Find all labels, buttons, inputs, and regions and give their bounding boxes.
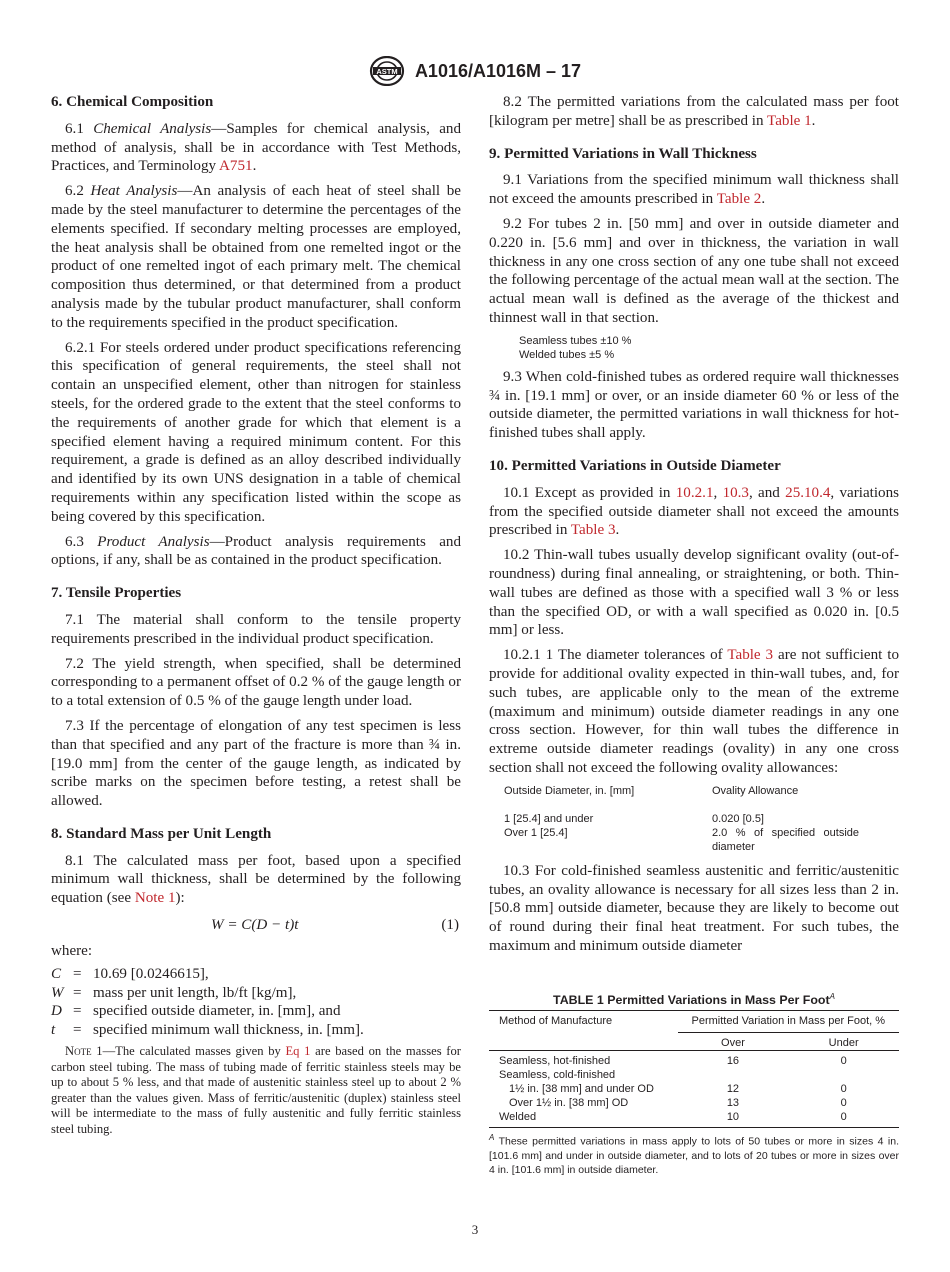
ovality-row: Over 1 [25.4] 2.0 % of specified outside diameter bbox=[504, 826, 859, 853]
seamless-tolerance: Seamless tubes ±10 % bbox=[519, 334, 632, 347]
para-6-3: 6.3 Product Analysis—Product analysis requirements and options, if any, shall be as contained in the product specification. bbox=[51, 533, 461, 569]
svg-text:ASTM: ASTM bbox=[376, 66, 398, 76]
left-column bbox=[51, 93, 461, 1138]
link-eq-1[interactable]: Eq 1 bbox=[285, 1044, 311, 1059]
astm-logo-icon bbox=[369, 56, 405, 86]
welded-tolerance: Welded tubes ±5 % bbox=[519, 348, 615, 361]
document-title: A1016/A1016M – 17 bbox=[414, 60, 582, 81]
link-10-2-1[interactable]: 10.2.1 bbox=[675, 484, 714, 501]
variable-definitions bbox=[51, 965, 461, 1040]
table-row: Welded 10 0 bbox=[489, 1110, 899, 1128]
para-6-2-1: 6.2.1 For steels ordered under product specifications referencing this specification of general requirements, the steel shall not contain an unspecified element, other than nitrogen for stainless steels, for the ordered grade to the extent that the steel conforms to the requirements of another grade for which that element is a specified element having a required minimum content. For this requirement, a grade is defined as an alloy described individually and identified by its own UNS designation in a table of chemical requirements within any specification listed within the scope as being covered by this specification. bbox=[51, 339, 461, 525]
link-note-1[interactable]: Note 1 bbox=[134, 890, 176, 907]
col-variation-header: Permitted Variation in Mass per Foot, % bbox=[691, 1015, 886, 1028]
page-number: 3 bbox=[471, 1222, 479, 1237]
para-6-1: 6.1 Chemical Analysis—Samples for chemical analysis, and method of analysis, shall be in accordance with Test Methods, Practices, and Terminology A751. bbox=[51, 120, 462, 175]
section-9-heading: 9. Permitted Variations in Wall Thickness bbox=[489, 145, 757, 162]
link-25-10-4[interactable]: 25.10.4 bbox=[785, 484, 831, 501]
definition-row: C = 10.69 [0.0246615], bbox=[51, 965, 209, 982]
equation-1 bbox=[51, 914, 461, 936]
link-10-3[interactable]: 10.3 bbox=[722, 484, 749, 501]
para-9-1: 9.1 Variations from the specified minimum wall thickness shall not exceed the amounts prescribed in Table 2. bbox=[489, 172, 899, 208]
para-10-2-1: 10.2.1 1 The diameter tolerances of Table 3 are not sufficient to provide for additional ovality expected in thin-wall tubes, and, for such tubes, are applicable only to the mean of the extreme (maximum and minimum) outside diameter readings in any one cross section. However, for thin wall tubes the difference in extreme outside diameter readings (ovality) in any one cross section shall not exceed the following ovality allowances: bbox=[489, 647, 899, 776]
para-10-1: 10.1 Except as provided in 10.2.1, 10.3, and 25.10.4, variations from the specified outside diameter shall not exceed the amounts prescribed in Table 3. bbox=[489, 484, 900, 539]
section-8-heading: 8. Standard Mass per Unit Length bbox=[51, 825, 272, 842]
section-6-heading: 6. Chemical Composition bbox=[51, 94, 214, 110]
wall-tolerance-list bbox=[519, 334, 899, 362]
table-row: Over 1½ in. [38 mm] OD 13 0 bbox=[509, 1097, 847, 1110]
table-1 bbox=[489, 992, 899, 1177]
definition-row: W = mass per unit length, lb/ft [kg/m], bbox=[51, 984, 297, 1001]
link-a751[interactable]: A751 bbox=[219, 158, 253, 175]
para-10-3: 10.3 For cold-finished seamless austenitic and ferritic/austenitic tubes, an ovality allowance is necessary for all sizes less than 2 in. [50.8 mm] outside diameter, because they are likely to become out of round during their final heat treatment. For such tubes, the maximum and minimum outside diameter bbox=[489, 862, 899, 954]
para-9-2: 9.2 For tubes 2 in. [50 mm] and over in outside diameter and 0.220 in. [5.6 mm] and over in thickness, the variation in wall thickness in any one cross section of any one tube shall not exceed the following percentage of the actual mean wall at the section. The actual mean wall is defined as the average of the thickest and thinnest wall in that section. bbox=[489, 215, 899, 326]
definition-row: D = specified outside diameter, in. [mm], and bbox=[51, 1003, 341, 1020]
table-row: 1½ in. [38 mm] and under OD 12 0 bbox=[509, 1083, 847, 1096]
equation-expression: W = C(D − t)t bbox=[211, 917, 299, 934]
para-7-3: 7.3 If the percentage of elongation of any test specimen is less than that specified and any part of the fracture is more than ¾ in. [19.0 mm] from the center of the gauge length, as indicated by scribe marks on the specimen before testing, a retest shall be allowed. bbox=[51, 717, 461, 810]
col-method-header: Method of Manufacture bbox=[499, 1015, 613, 1028]
table-1-grid bbox=[489, 1010, 899, 1128]
note-1: Note 1—The calculated masses given by Eq 1 are based on the masses for carbon steel tubing. The mass of tubing made of ferritic stainless steels may be up to about 5 % less, and that made of austenitic stainless steel up to about 2 % greater than the values given. Mass of ferritic/austenitic (duplex) stainless steel will be intermediate to the mass of fully austenitic and fully ferritic stainless steel tubing. bbox=[51, 1044, 461, 1137]
link-table-3[interactable]: Table 3 bbox=[727, 647, 774, 664]
table-1-caption: TABLE 1 Permitted Variations in Mass Per Foot$^A$ bbox=[553, 992, 835, 1008]
para-8-2: 8.2 The permitted variations from the calculated mass per foot [kilogram per metre] shall be as prescribed in Table 1. bbox=[489, 94, 899, 129]
link-table-1[interactable]: Table 1 bbox=[767, 112, 812, 129]
para-8-1: 8.1 The calculated mass per foot, based upon a specified minimum wall thickness, shall be determined by the following equation (see Note 1): bbox=[51, 852, 461, 907]
link-table-3[interactable]: Table 3 bbox=[570, 522, 616, 539]
section-10-heading: 10. Permitted Variations in Outside Diameter bbox=[489, 457, 781, 474]
para-10-2: 10.2 Thin-wall tubes usually develop significant ovality (out-of-roundness) during final annealing, or straightening, or both. Thin-wall tubes are defined as those with a specified wall 3 % or less than the specified OD, or with a wall specified as 0.020 in. [0.5 mm] or less. bbox=[489, 547, 899, 639]
col-over-header: Over bbox=[721, 1037, 745, 1050]
right-column bbox=[489, 93, 899, 962]
table-1-footnote: $^A$ These permitted variations in mass apply to lots of 50 tubes or more in sizes 4 in. [101.6 mm] and under in outside diameter, and to lots of 20 tubes or more in sizes over 4 in. [101.6 mm] in outside diameter. bbox=[489, 1133, 899, 1176]
page-header bbox=[0, 56, 950, 86]
equation-number: (1) bbox=[441, 917, 459, 934]
table-row: Seamless, hot-finished 16 0 bbox=[499, 1055, 847, 1068]
definition-row: t = specified minimum wall thickness, in. [mm]. bbox=[51, 1022, 364, 1039]
where-label: where: bbox=[51, 943, 93, 960]
link-table-2[interactable]: Table 2 bbox=[716, 191, 762, 208]
ovality-header-row: Outside Diameter, in. [mm] Ovality Allowance bbox=[504, 784, 799, 797]
section-7-heading: 7. Tensile Properties bbox=[51, 585, 182, 602]
para-7-2: 7.2 The yield strength, when specified, shall be determined corresponding to a permanent offset of 0.2 % of the gauge length or to a total extension of 0.5 % of the gauge length under load. bbox=[51, 655, 461, 710]
ovality-allowance-table bbox=[504, 784, 899, 854]
table-row: Seamless, cold-finished bbox=[499, 1069, 616, 1082]
col-under-header: Under bbox=[828, 1037, 859, 1050]
ovality-row: 1 [25.4] and under 0.020 [0.5] bbox=[504, 812, 764, 825]
para-9-3: 9.3 When cold-finished tubes as ordered require wall thicknesses ¾ in. [19.1 mm] or over, or an inside diameter 60 % or less of the outside diameter, the permitted variations in wall thickness for hot-finished tubes shall apply. bbox=[489, 368, 899, 442]
para-6-2: 6.2 Heat Analysis—An analysis of each heat of steel shall be made by the steel manufacturer to determine the percentages of the elements specified. If secondary melting processes are employed, the heat analysis shall be obtained from one remelted ingot or the product of one remelted ingot of each primary melt. The chemical composition thus determined, or that determined from a product analysis made by the tubular product manufacturer, shall conform to the requirements specified in the product specification. bbox=[51, 183, 461, 331]
para-7-1: 7.1 The material shall conform to the tensile property requirements prescribed in the individual product specification. bbox=[51, 611, 461, 647]
